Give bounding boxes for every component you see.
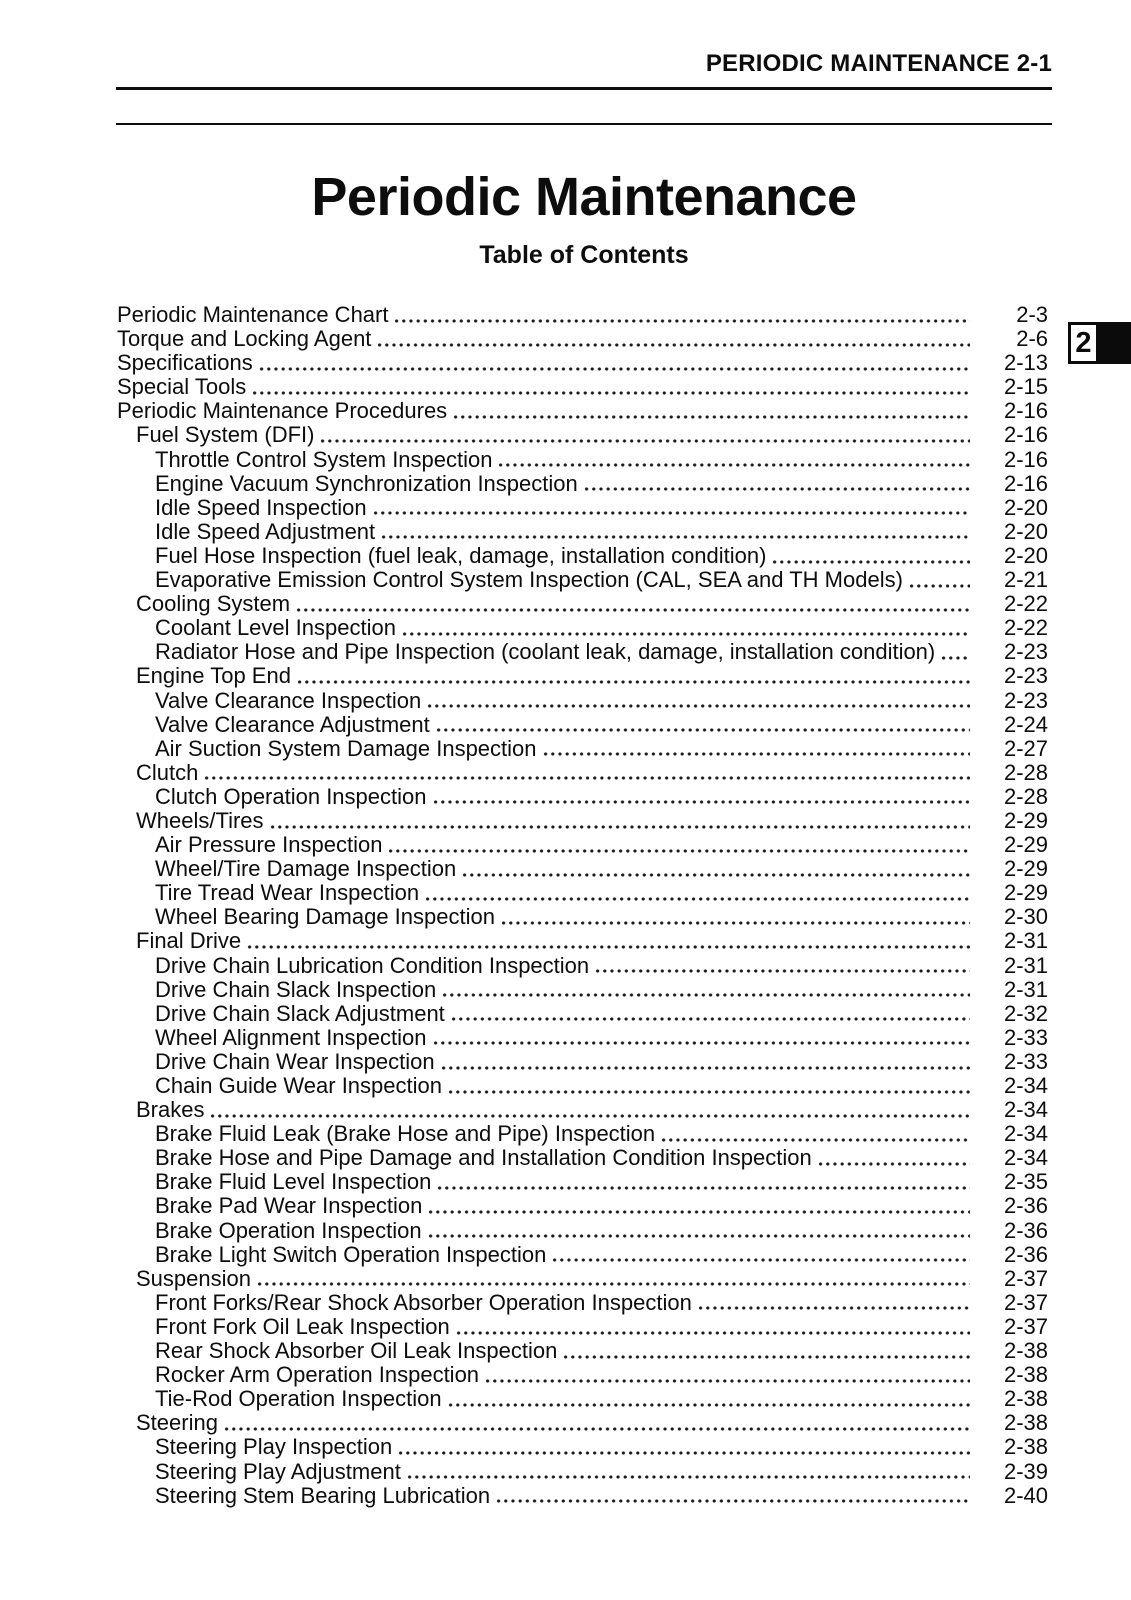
toc-entry	[117, 1146, 1048, 1170]
dot-leader	[940, 656, 970, 660]
running-header: PERIODIC MAINTENANCE 2-1	[705, 50, 1052, 77]
dot-leader	[447, 1403, 970, 1407]
toc-entry-page: 2-38	[1003, 1434, 1048, 1460]
toc-entry	[117, 761, 1048, 785]
toc-entry	[117, 1267, 1048, 1291]
dot-leader	[594, 969, 970, 973]
toc-entry	[117, 351, 1048, 375]
toc-entry-page: 2-22	[1003, 591, 1048, 617]
dot-leader	[427, 1210, 970, 1214]
toc-entry-label: Idle Speed Inspection	[155, 494, 367, 520]
toc-entry-label: Radiator Hose and Pipe Inspection (coolant leak, damage, installation condition)	[155, 639, 936, 665]
dot-leader	[495, 1499, 970, 1503]
toc-entry-page: 2-20	[1003, 518, 1048, 544]
toc-entry	[117, 1291, 1048, 1315]
dot-leader	[436, 1186, 970, 1190]
toc-entry-label: Brakes	[136, 1097, 205, 1123]
toc-entry-label: Brake Fluid Level Inspection	[155, 1169, 432, 1195]
dot-leader	[697, 1306, 970, 1310]
toc-entry	[117, 809, 1048, 833]
toc-entry	[117, 1387, 1048, 1411]
toc-entry	[117, 544, 1048, 568]
toc-entry-page: 2-34	[1003, 1097, 1048, 1123]
toc-entry-page: 2-15	[1003, 374, 1048, 400]
toc-entry	[117, 496, 1048, 520]
toc-entry	[117, 1411, 1048, 1435]
toc-entry	[117, 689, 1048, 713]
toc-entry	[117, 640, 1048, 664]
toc-entry-label: Coolant Level Inspection	[155, 615, 396, 641]
toc-entry	[117, 1050, 1048, 1074]
dot-leader	[461, 873, 970, 877]
dot-leader	[771, 560, 970, 564]
dot-leader	[441, 993, 970, 997]
dot-leader	[380, 535, 970, 539]
toc-entry	[117, 1460, 1048, 1484]
toc-entry-page: 2-13	[1003, 350, 1048, 376]
toc-entry	[117, 1026, 1048, 1050]
toc-entry-page: 2-28	[1003, 783, 1048, 809]
dot-leader	[435, 728, 970, 732]
toc-entry-page: 2-36	[1003, 1217, 1048, 1243]
toc-entry-label: Tire Tread Wear Inspection	[155, 880, 420, 906]
toc-entry	[117, 664, 1048, 688]
toc-entry-label: Fuel Hose Inspection (fuel leak, damage, installation condition)	[155, 542, 767, 568]
page-subtitle: Table of Contents	[479, 241, 689, 269]
toc-entry-label: Drive Chain Slack Inspection	[155, 976, 437, 1002]
toc-entry	[117, 568, 1048, 592]
toc-entry-label: Drive Chain Wear Inspection	[155, 1048, 435, 1074]
toc-entry-label: Rocker Arm Operation Inspection	[155, 1362, 480, 1388]
toc-entry-label: Brake Fluid Leak (Brake Hose and Pipe) Inspection	[155, 1121, 656, 1147]
toc-entry	[117, 303, 1048, 327]
dot-leader	[817, 1162, 970, 1166]
toc-entry	[117, 1098, 1048, 1122]
dot-leader	[452, 415, 970, 419]
toc-entry-page: 2-29	[1003, 880, 1048, 906]
toc-entry-label: Brake Light Switch Operation Inspection	[155, 1241, 547, 1267]
dot-leader	[393, 319, 970, 323]
dot-leader	[401, 632, 970, 636]
toc-entry-label: Periodic Maintenance Chart	[117, 302, 389, 327]
dot-leader	[432, 1041, 971, 1045]
toc-entry-page: 2-40	[1003, 1482, 1048, 1508]
toc-entry-label: Suspension	[136, 1265, 251, 1291]
toc-entry	[117, 1315, 1048, 1339]
toc-entry	[117, 592, 1048, 616]
dot-leader	[387, 849, 970, 853]
toc-entry-label: Valve Clearance Adjustment	[155, 711, 430, 737]
toc-entry-page: 2-37	[1003, 1313, 1048, 1339]
toc-entry	[117, 1002, 1048, 1026]
toc-entry	[117, 1219, 1048, 1243]
toc-entry-page: 2-31	[1003, 976, 1048, 1002]
toc-entry-page: 2-29	[1003, 832, 1048, 858]
toc-entry-page: 2-31	[1003, 928, 1048, 954]
dot-leader	[246, 945, 970, 949]
toc-entry-page: 2-6	[1016, 326, 1048, 352]
toc-entry-page: 2-37	[1003, 1289, 1048, 1315]
toc-entry-page: 2-29	[1003, 856, 1048, 882]
toc-entry-label: Throttle Control System Inspection	[155, 446, 493, 472]
toc-entry-page: 2-23	[1003, 687, 1048, 713]
toc-entry-label: Idle Speed Adjustment	[155, 518, 376, 544]
toc-entry-page: 2-16	[1003, 470, 1048, 496]
toc-entry-label: Final Drive	[136, 928, 242, 954]
toc-entry-page: 2-38	[1003, 1362, 1048, 1388]
toc-entry-label: Cooling System	[136, 591, 291, 617]
header-rule-top	[116, 87, 1052, 90]
toc-entry-page: 2-29	[1003, 807, 1048, 833]
toc-entry-page: 2-35	[1003, 1169, 1048, 1195]
toc-entry	[117, 616, 1048, 640]
toc-entry-label: Steering Play Adjustment	[155, 1458, 401, 1484]
toc-entry	[117, 1170, 1048, 1194]
toc-entry-page: 2-23	[1003, 663, 1048, 689]
toc-entry	[117, 327, 1048, 351]
toc-entry-label: Chain Guide Wear Inspection	[155, 1073, 442, 1098]
dot-leader	[223, 1427, 970, 1431]
toc-entry-page: 2-36	[1003, 1241, 1048, 1267]
toc-entry-page: 2-21	[1003, 567, 1048, 593]
toc-entry	[117, 1074, 1048, 1098]
toc-entry-page: 2-34	[1003, 1073, 1048, 1098]
dot-leader	[542, 752, 970, 756]
dot-leader	[427, 1234, 970, 1238]
dot-leader	[203, 776, 970, 780]
toc-entry-label: Engine Top End	[136, 663, 291, 689]
toc-entry-label: Brake Operation Inspection	[155, 1217, 422, 1243]
toc-entry	[117, 1122, 1048, 1146]
dot-leader	[447, 1090, 970, 1094]
toc-entry-page: 2-33	[1003, 1024, 1048, 1050]
dot-leader	[295, 608, 970, 612]
toc-entry-label: Steering Play Inspection	[155, 1434, 393, 1460]
toc-entry-label: Evaporative Emission Control System Inspection (CAL, SEA and TH Models)	[155, 567, 903, 593]
toc-entry-label: Rear Shock Absorber Oil Leak Inspection	[155, 1338, 558, 1364]
toc-entry-label: Brake Pad Wear Inspection	[155, 1193, 423, 1219]
toc-entry-page: 2-23	[1003, 639, 1048, 665]
toc-entry	[117, 1363, 1048, 1387]
dot-leader	[406, 1475, 970, 1479]
toc-entry-label: Brake Hose and Pipe Damage and Installation Condition Inspection	[155, 1145, 812, 1171]
toc-list	[117, 303, 1048, 1508]
dot-leader	[424, 897, 970, 901]
toc-entry	[117, 954, 1048, 978]
toc-entry-label: Special Tools	[117, 374, 247, 400]
toc-entry	[117, 423, 1048, 447]
toc-entry-page: 2-30	[1003, 904, 1048, 930]
toc-entry	[117, 472, 1048, 496]
dot-leader	[660, 1138, 970, 1142]
toc-entry	[117, 399, 1048, 423]
dot-leader	[426, 704, 970, 708]
toc-entry-label: Wheel/Tire Damage Inspection	[155, 856, 457, 882]
dot-leader	[258, 367, 970, 371]
dot-leader	[440, 1066, 970, 1070]
toc-entry-label: Tie-Rod Operation Inspection	[155, 1386, 442, 1412]
toc-entry-page: 2-38	[1003, 1386, 1048, 1412]
toc-entry	[117, 1243, 1048, 1267]
toc-entry	[117, 713, 1048, 737]
dot-leader	[432, 800, 971, 804]
dot-leader	[562, 1355, 970, 1359]
dot-leader	[551, 1258, 970, 1262]
toc-entry-page: 2-31	[1003, 952, 1048, 978]
toc-entry-page: 2-34	[1003, 1145, 1048, 1171]
toc-entry-label: Drive Chain Slack Adjustment	[155, 1000, 445, 1026]
toc-entry-page: 2-24	[1003, 711, 1048, 737]
toc-entry-label: Air Pressure Inspection	[155, 832, 383, 858]
dot-leader	[500, 921, 970, 925]
dot-leader	[269, 825, 970, 829]
dot-leader	[256, 1282, 970, 1286]
toc-entry	[117, 881, 1048, 905]
toc-entry-page: 2-33	[1003, 1048, 1048, 1074]
toc-entry-label: Specifications	[117, 350, 253, 376]
dot-leader	[908, 584, 970, 588]
toc-entry-page: 2-16	[1003, 398, 1048, 424]
dot-leader	[376, 343, 970, 347]
toc-entry-label: Engine Vacuum Synchronization Inspection	[155, 470, 578, 496]
toc-entry	[117, 833, 1048, 857]
toc-entry-page: 2-38	[1003, 1410, 1048, 1436]
toc-entry-label: Torque and Locking Agent	[117, 326, 372, 352]
dot-leader	[484, 1379, 970, 1383]
dot-leader	[455, 1331, 970, 1335]
toc-entry-page: 2-28	[1003, 759, 1048, 785]
page-title: Periodic Maintenance	[311, 167, 857, 227]
toc-entry-page: 2-22	[1003, 615, 1048, 641]
dot-leader	[209, 1114, 970, 1118]
dot-leader	[372, 511, 970, 515]
toc-entry-page: 2-36	[1003, 1193, 1048, 1219]
toc-entry	[117, 737, 1048, 761]
chapter-tab-number: 2	[1068, 322, 1099, 364]
toc-entry-page: 2-20	[1003, 542, 1048, 568]
toc-entry-label: Steering Stem Bearing Lubrication	[155, 1482, 491, 1508]
toc-entry	[117, 978, 1048, 1002]
chapter-tab	[1068, 322, 1131, 364]
toc-entry-label: Wheel Bearing Damage Inspection	[155, 904, 495, 930]
toc-entry-page: 2-37	[1003, 1265, 1048, 1291]
toc-entry-label: Valve Clearance Inspection	[155, 687, 422, 713]
toc-entry-page: 2-32	[1003, 1000, 1048, 1026]
toc-entry	[117, 1484, 1048, 1508]
toc-entry	[117, 448, 1048, 472]
toc-entry	[117, 1339, 1048, 1363]
toc-entry-label: Wheels/Tires	[136, 807, 264, 833]
toc-entry-label: Clutch	[136, 759, 199, 785]
toc-entry-page: 2-34	[1003, 1121, 1048, 1147]
toc-entry-label: Air Suction System Damage Inspection	[155, 735, 537, 761]
toc-entry-label: Steering	[136, 1410, 218, 1436]
toc-entry-page: 2-27	[1003, 735, 1048, 761]
toc-entry	[117, 929, 1048, 953]
dot-leader	[319, 439, 970, 443]
toc-entry	[117, 520, 1048, 544]
toc-entry-page: 2-20	[1003, 494, 1048, 520]
header-rule-bottom	[116, 123, 1052, 125]
toc-entry-label: Drive Chain Lubrication Condition Inspection	[155, 952, 590, 978]
toc-entry	[117, 1435, 1048, 1459]
toc-entry	[117, 857, 1048, 881]
dot-leader	[251, 391, 970, 395]
toc-entry-page: 2-16	[1003, 446, 1048, 472]
dot-leader	[497, 463, 970, 467]
toc-entry-page: 2-38	[1003, 1338, 1048, 1364]
toc-entry-label: Clutch Operation Inspection	[155, 783, 427, 809]
toc-entry-label: Fuel System (DFI)	[136, 422, 315, 448]
toc-entry-label: Periodic Maintenance Procedures	[117, 398, 448, 424]
dot-leader	[583, 487, 970, 491]
toc-entry	[117, 905, 1048, 929]
dot-leader	[397, 1451, 970, 1455]
toc-entry	[117, 375, 1048, 399]
toc-entry-page: 2-16	[1003, 422, 1048, 448]
toc-entry-label: Front Forks/Rear Shock Absorber Operation Inspection	[155, 1289, 692, 1315]
toc-entry-label: Wheel Alignment Inspection	[155, 1024, 427, 1050]
toc-entry	[117, 1194, 1048, 1218]
toc-entry-page: 2-39	[1003, 1458, 1048, 1484]
dot-leader	[450, 1017, 970, 1021]
toc-entry-page: 2-3	[1016, 302, 1048, 327]
toc-entry	[117, 785, 1048, 809]
toc-entry-label: Front Fork Oil Leak Inspection	[155, 1313, 450, 1339]
dot-leader	[296, 680, 970, 684]
